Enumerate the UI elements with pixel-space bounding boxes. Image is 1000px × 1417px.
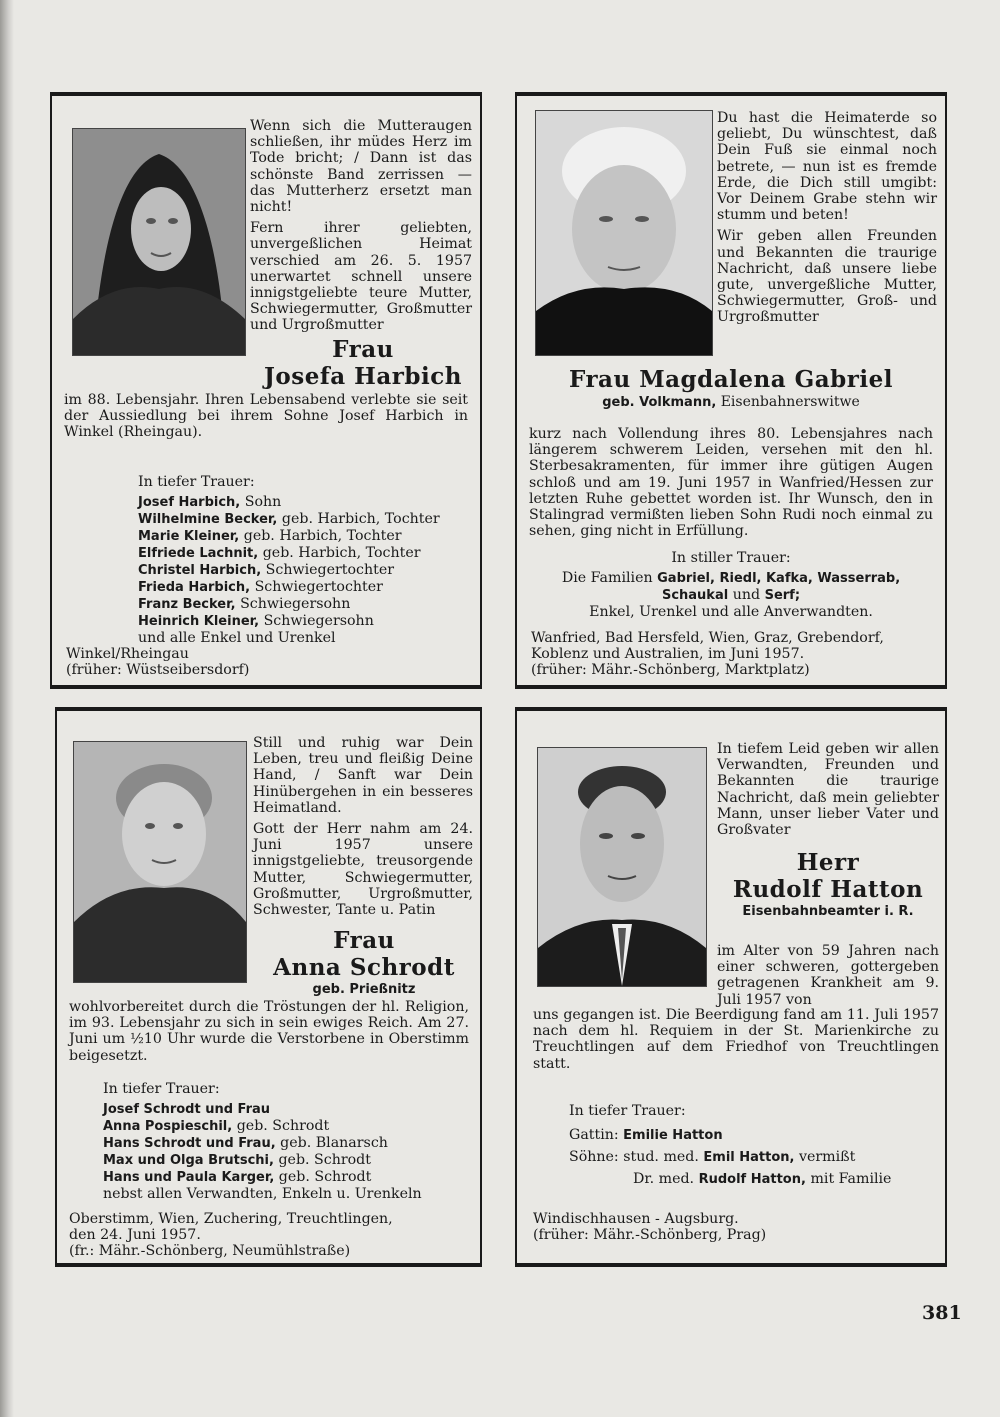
obituary-body: im 88. Lebensjahr. Ihren Lebensabend verlebte sie seit der Aussiedlung bei ihrem Sohne Josef Harbich in Winkel (Rheingau). <box>64 392 468 441</box>
mourner-row: Gattin: Emilie Hatton <box>569 1127 723 1143</box>
deceased-name: Frau Magdalena Gabriel <box>569 366 893 393</box>
obituary-footer: Windischhausen - Augsburg. (früher: Mähr.-Schönberg, Prag) <box>533 1211 767 1243</box>
portrait-photo <box>72 128 246 356</box>
obituary-body: uns gegangen ist. Die Beerdigung fand am 11. Juli 1957 nach dem hl. Requiem in der St. Marienkirche zu Treuchtlingen auf dem Friedhof von Treuchtlingen statt. <box>533 1007 939 1072</box>
mourners-list <box>103 1081 422 1203</box>
portrait-elderly-woman-headscarf-icon <box>73 129 245 355</box>
deceased-name-block <box>253 927 475 999</box>
mourner-row: Enkel, Urenkel und alle Anverwandten. <box>589 604 873 620</box>
obituary-footer: Oberstimm, Wien, Zuchering, Treuchtlingen, den 24. Juni 1957. (fr.: Mähr.-Schönberg, Neumühlstraße) <box>69 1211 393 1259</box>
deceased-name: Anna Schrodt <box>273 954 455 981</box>
mourner-row: Hans und Paula Karger, geb. Schrodt <box>103 1169 372 1185</box>
memorial-verse <box>250 118 472 339</box>
memorial-verse <box>253 735 473 923</box>
obituary-magdalena-gabriel <box>515 92 947 689</box>
obituary-rudolf-hatton <box>515 707 947 1267</box>
portrait-elderly-woman-icon <box>536 111 712 355</box>
mourner-row: Anna Pospieschil, geb. Schrodt <box>103 1118 330 1134</box>
mourner-row: Elfriede Lachnit, geb. Harbich, Tochter <box>138 545 421 561</box>
obituary-body: wohlvorbereitet durch die Tröstungen der hl. Religion, im 93. Lebensjahr zu sich in sein ewiges Reich. Am 27. Juni um ½10 Uhr wurde die Verstorbene in Oberstimm beigesetzt. <box>69 999 469 1064</box>
announcement-paragraph: In tiefem Leid geben wir allen Verwandten, Freunden und Bekannten die traurige Nachricht, daß mein geliebter Mann, unser lieber Vater und Großvater <box>717 741 939 839</box>
mourners-list <box>569 1103 891 1188</box>
deceased-name-block <box>248 336 478 390</box>
mourner-row: Josef Schrodt und Frau <box>103 1102 271 1117</box>
announcement-paragraph: Fern ihrer geliebten, unvergeßlichen Heimat verschied am 26. 5. 1957 unerwartet schnell unsere innigstgeliebte teure Mutter, Schwiegermutter, Großmutter und Urgroßmutter <box>250 220 472 334</box>
portrait-photo <box>535 110 713 356</box>
mourner-row: Christel Harbich, Schwiegertochter <box>138 562 394 578</box>
mourner-row: Die Familien Gabriel, Riedl, Kafka, Wasserrab, <box>561 570 901 586</box>
mourner-row: nebst allen Verwandten, Enkeln u. Urenkeln <box>103 1186 422 1202</box>
announcement-paragraph: Wir geben allen Freunden und Bekannten die traurige Nachricht, daß unsere liebe gute, unvergeßliche Mutter, Schwiegermutter, Groß- und Urgroßmutter <box>717 228 937 326</box>
mourner-row: Hans Schrodt und Frau, geb. Blanarsch <box>103 1135 388 1151</box>
mourner-row: Marie Kleiner, geb. Harbich, Tochter <box>138 528 402 544</box>
deceased-name: Rudolf Hatton <box>732 876 924 903</box>
announcement-paragraph: Gott der Herr nahm am 24. Juni 1957 unsere innigstgeliebte, treusorgende Mutter, Schwiegermutter, Großmutter, Urgroßmutter, Schwester, Tante u. Patin <box>253 821 473 919</box>
obituary-josefa-harbich <box>50 92 482 689</box>
mourner-row: Franz Becker, Schwiegersohn <box>138 596 351 612</box>
deceased-name-block <box>713 849 943 921</box>
mourning-header: In tiefer Trauer: <box>103 1081 220 1097</box>
mourner-row: Schaukal und Serf; <box>661 587 801 603</box>
obituary-body-top: im Alter von 59 Jahren nach einer schweren, gottergeben getragenen Krankheit am 9. Juli 1957 von <box>717 943 939 1008</box>
mourning-header: In tiefer Trauer: <box>569 1103 686 1119</box>
mourner-row: Söhne: stud. med. Emil Hatton, vermißt <box>569 1149 856 1165</box>
portrait-man-suit-icon <box>538 748 706 986</box>
page-number: 381 <box>922 1302 962 1324</box>
mourner-row: Josef Harbich, Sohn <box>138 494 282 510</box>
mourner-row: Max und Olga Brutschi, geb. Schrodt <box>103 1152 371 1168</box>
mourner-row: Wilhelmine Becker, geb. Harbich, Tochter <box>138 511 440 527</box>
honorific: Frau <box>333 927 395 954</box>
mourning-header: In tiefer Trauer: <box>138 474 255 490</box>
portrait-elderly-woman-icon <box>74 742 246 982</box>
portrait-photo <box>73 741 247 983</box>
portrait-photo <box>537 747 707 987</box>
honorific: Herr <box>796 849 860 876</box>
mourner-row: Heinrich Kleiner, Schwiegersohn <box>138 613 374 629</box>
memorial-verse <box>717 110 937 331</box>
page-spine-shadow <box>0 0 14 1417</box>
obituary-anna-schrodt <box>55 707 482 1267</box>
deceased-subtitle: geb. Prießnitz <box>312 982 416 997</box>
verse-paragraph: Still und ruhig war Dein Leben, treu und fleißig Deine Hand, / Sanft war Dein Hinübergehen in ein besseres Heimatland. <box>253 735 473 816</box>
obituary-footer: Wanfried, Bad Hersfeld, Wien, Graz, Grebendorf, Koblenz und Australien, im Juni 1957. (früher: Mähr.-Schönberg, Marktplatz) <box>531 630 884 678</box>
deceased-name-block <box>529 366 933 412</box>
mourner-row: Dr. med. Rudolf Hatton, mit Familie <box>633 1171 892 1187</box>
mourners-list <box>529 550 933 620</box>
mourner-row: und alle Enkel und Urenkel <box>138 630 336 646</box>
mourners-list <box>138 474 440 647</box>
verse-paragraph: Wenn sich die Mutteraugen schließen, ihr müdes Herz im Tode bricht; / Dann ist das schönste Band zerrissen — das Mutterherz ersetzt man nicht! <box>250 118 472 216</box>
deceased-name: Josefa Harbich <box>264 363 462 390</box>
mourner-row: Frieda Harbich, Schwiegertochter <box>138 579 383 595</box>
memorial-verse <box>717 741 939 843</box>
honorific: Frau <box>332 336 394 363</box>
obituary-body: kurz nach Vollendung ihres 80. Lebensjahres nach längerem schwerem Leiden, versehen mit den hl. Sterbesakramenten, für immer ihre gütigen Augen schloß und am 19. Juni 1957 in Wanfried/Hessen zur letzten Ruhe gebettet worden ist. Ihr Wunsch, den in Stalingrad vermißten lieben Sohn Rudi noch einmal zu sehen, ging nicht in Erfüllung. <box>529 426 933 540</box>
deceased-subtitle: Eisenbahnbeamter i. R. <box>742 904 914 919</box>
verse-paragraph: Du hast die Heimaterde so geliebt, Du wünschtest, daß Dein Fuß sie einmal noch betrete, — nun ist es fremde Erde, die Dich still umgibt: Vor Deinem Grabe stehn wir stumm und beten! <box>717 110 937 224</box>
obituary-footer: Winkel/Rheingau (früher: Wüstseibersdorf) <box>66 646 250 678</box>
deceased-subtitle: geb. Volkmann, Eisenbahnerswitwe <box>602 394 860 410</box>
mourning-header: In stiller Trauer: <box>671 550 791 566</box>
